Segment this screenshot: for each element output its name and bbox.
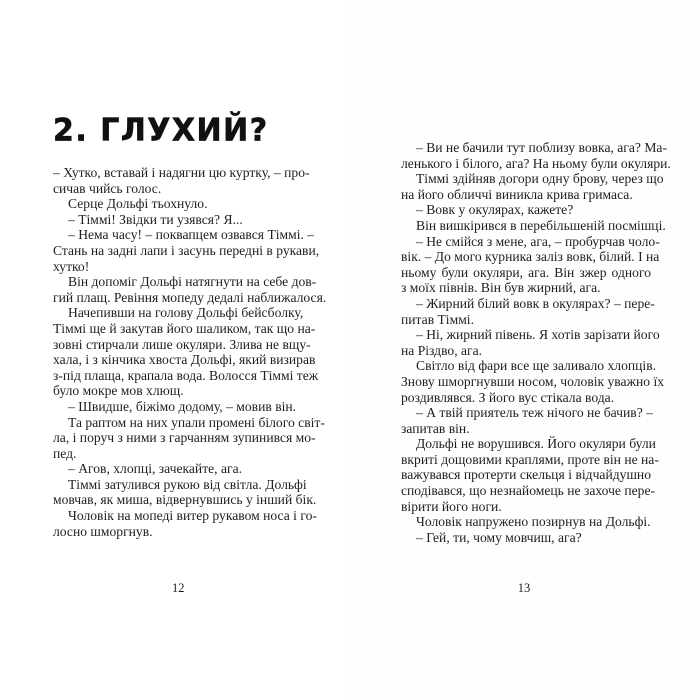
text-line: зовні стирчали лише окуляри. Злива не вщу- bbox=[53, 336, 311, 352]
text-line: хала, і з кінчика хвоста Дольфі, який визирав bbox=[53, 352, 316, 368]
text-line: Тіммі затулився рукою від світла. Дольфі bbox=[68, 476, 307, 492]
text-line: – Агов, хлопці, зачекайте, ага. bbox=[68, 461, 243, 477]
text-line: важувався протерти скельця і відчайдушно bbox=[401, 467, 651, 483]
text-line: пед. bbox=[53, 445, 77, 461]
text-line: сподівався, що незнайомець не захоче пере- bbox=[401, 483, 656, 499]
text-line: ньому були окуляри, ага. Він зжер одного bbox=[401, 264, 651, 280]
text-line: Серце Дольфі тьохнуло. bbox=[68, 196, 208, 212]
text-line: було мокре мов хлющ. bbox=[53, 383, 184, 399]
text-line: Чоловік на мопеді витер рукавом носа і го- bbox=[68, 508, 317, 524]
text-line: питав Тіммі. bbox=[401, 311, 474, 327]
text-line: – Нема часу! – поквапцем озвався Тіммі. – bbox=[68, 227, 315, 243]
text-line: – Швидше, біжімо додому, – мовив він. bbox=[68, 398, 297, 414]
text-line: з моїх півнів. Він був жирний, ага. bbox=[401, 280, 601, 296]
text-line: вік. – До мого курника заліз вовк, білий. І на bbox=[401, 249, 660, 265]
text-line: Він вишкірився в перебільшеній посмішці. bbox=[416, 217, 666, 233]
text-line: Дольфі не ворушився. Його окуляри були bbox=[416, 436, 656, 452]
text-line: Тіммі здійняв догори одну брову, через що bbox=[416, 171, 664, 187]
text-line: ленького і білого, ага? На ньому були окуляри. bbox=[401, 155, 671, 171]
text-line: Світло від фари все ще заливало хлопців. bbox=[416, 358, 657, 374]
text-line: вірити його ноги. bbox=[401, 498, 502, 514]
text-line: Начепивши на голову Дольфі бейсболку, bbox=[68, 305, 304, 321]
text-line: запитав він. bbox=[401, 420, 470, 436]
text-line: вкриті дощовими краплями, проте він не на- bbox=[401, 451, 659, 467]
text-line: роздивлявся. З його вус стікала вода. bbox=[401, 389, 615, 405]
text-line: Та раптом на них упали промені білого світ- bbox=[68, 414, 325, 430]
text-line: – Жирний білий вовк в окулярах? – пере- bbox=[416, 295, 655, 311]
text-line: – Хутко, вставай і надягни цю куртку, – про- bbox=[53, 165, 310, 180]
text-line: – Гей, ти, чому мовчиш, ага? bbox=[416, 529, 582, 545]
text-line: хутко! bbox=[53, 258, 90, 274]
text-line: – Ви не бачили тут поблизу вовка, ага? Ма- bbox=[416, 140, 667, 155]
chapter-title: 2. ГЛУХИЙ? bbox=[53, 112, 269, 149]
page-number-right: 13 bbox=[517, 581, 531, 595]
page-number-left: 12 bbox=[172, 581, 185, 595]
right-page-text bbox=[401, 140, 671, 545]
left-page-text bbox=[53, 165, 327, 539]
text-line: Стань на задні лапи і засунь передні в рукави, bbox=[53, 242, 320, 258]
text-line: – А твій приятель теж нічого не бачив? – bbox=[416, 405, 653, 421]
text-line: лосно шморгнув. bbox=[53, 523, 153, 539]
text-line: з-під плаща, крапала вода. Волосся Тіммі теж bbox=[53, 367, 319, 383]
text-line: Тіммі ще й закутав його шаликом, так що на- bbox=[53, 320, 316, 336]
text-line: мовчав, як миша, відвернувшись у інший бік. bbox=[53, 492, 317, 508]
text-line: гий плащ. Ревіння мопеду дедалі наближалося. bbox=[53, 289, 327, 305]
text-line: Знову шморгнувши носом, чоловік уважно їх bbox=[401, 373, 665, 389]
text-line: – Ні, жирний півень. Я хотів зарізати його bbox=[416, 327, 660, 343]
text-line: Він допоміг Дольфі натягнути на себе дов- bbox=[68, 274, 317, 290]
text-line: – Тіммі! Звідки ти узявся? Я... bbox=[68, 211, 243, 227]
text-line: сичав чийсь голос. bbox=[53, 180, 162, 196]
text-line: на його обличчі виникла крива гримаса. bbox=[401, 186, 633, 202]
text-line: ла, і поруч з ними з гарчанням зупинився мо- bbox=[53, 430, 316, 446]
text-line: на Різдво, ага. bbox=[401, 342, 483, 358]
text-line: – Вовк у окулярах, кажете? bbox=[416, 202, 574, 218]
text-line: Чоловік напружено позирнув на Дольфі. bbox=[416, 514, 651, 530]
right-page bbox=[350, 0, 700, 700]
text-line: – Не смійся з мене, ага, – пробурчав чоло- bbox=[416, 233, 660, 249]
